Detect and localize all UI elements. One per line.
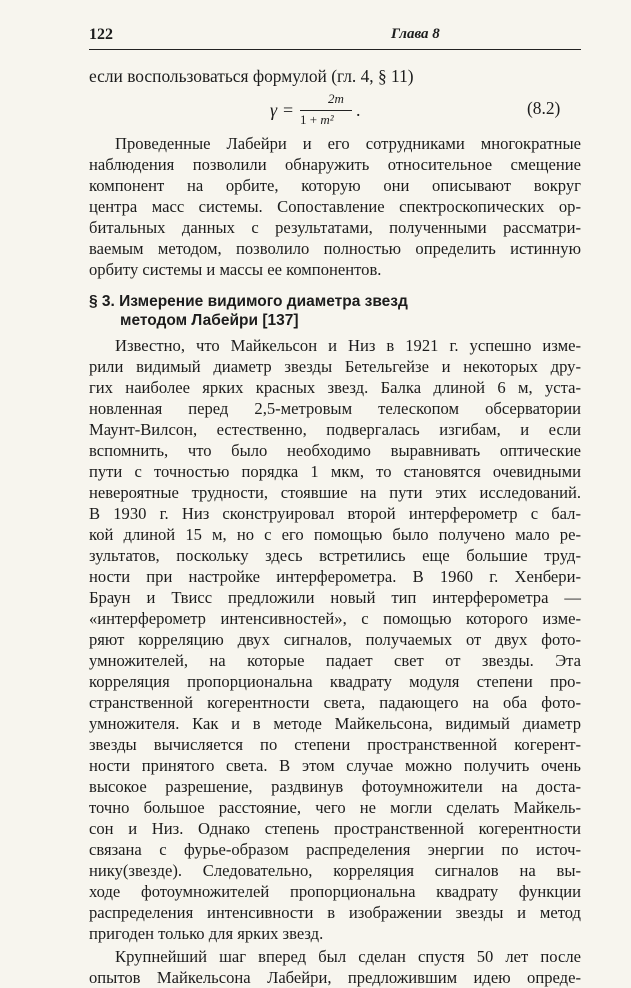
- fraction-bar: [300, 110, 352, 111]
- paragraph-line: опытов Майкельсона Лабейри, предложившим идею опреде-: [89, 968, 581, 987]
- paragraph-line: ходе фотоумножителей пропорциональна квадрату функции: [89, 882, 581, 901]
- running-title: Глава 8: [391, 26, 440, 42]
- paragraph-line: «интерферометр интенсивностей», с помощью которого изме-: [89, 609, 581, 628]
- formula-trailing: .: [356, 100, 361, 120]
- paragraph-line: рили видимый диаметр звезды Бетельгейзе и некоторых дру-: [89, 357, 581, 376]
- paragraph-line: точно большое расстояние, чего не могли сделать Майкель-: [89, 798, 581, 817]
- paragraph-line: кой длиной 15 м, но с его помощью было получено мало ре-: [89, 525, 581, 544]
- formula-8-2: [270, 91, 430, 131]
- equation-number: (8.2): [527, 98, 561, 118]
- formula-numerator: 2m: [328, 91, 344, 106]
- paragraph-line: Браун и Твисс предложили новый тип интерферометра —: [89, 588, 581, 607]
- paragraph-line: ности принятого света. В этом случае можно получить очень: [89, 756, 581, 775]
- intro-line: если воспользоваться формулой (гл. 4, § 11): [89, 66, 414, 86]
- paragraph-line: В 1930 г. Низ сконструировал второй интерферометр с бал-: [89, 504, 581, 523]
- paragraph-line: связана с фурье-образом распределения энергии по источ-: [89, 840, 581, 859]
- paragraph-line: распределения интенсивности в изображении звезды и метод: [89, 903, 581, 922]
- paragraph-line: вспомнить, что было необходимо выравнивать оптические: [89, 441, 581, 460]
- paragraph-line: высокое разрешение, раздвинув фотоумножители на доста-: [89, 777, 581, 796]
- paragraph-line: гих наиболее ярких красных звезд. Балка длиной 6 м, уста-: [89, 378, 581, 397]
- paragraph-line: ности при настройке интерферометра. В 1960 г. Хенбери-: [89, 567, 581, 586]
- paragraph-line: странственной когерентности света, падающего на оба фото-: [89, 693, 581, 712]
- paragraph-line: невероятные трудности, стоявшие на пути этих исследований.: [89, 483, 581, 502]
- paragraph-line: новленная перед 2,5-метровым телескопом обсерватории: [89, 399, 581, 418]
- paragraph-line: орбиту системы и массы ее компонентов.: [89, 260, 382, 279]
- paragraph-line: пути с точностью порядка 1 мкм, то становятся очевидными: [89, 462, 581, 481]
- paragraph-line: Маунт-Вилсон, естественно, подвергалась изгибам, и если: [89, 420, 581, 439]
- formula-denominator: [300, 112, 334, 128]
- paragraph-line: нику(звезде). Следовательно, корреляция сигналов на вы-: [89, 861, 581, 880]
- paragraph-line: центра масс системы. Сопоставление спектроскопических ор-: [89, 197, 581, 216]
- paragraph-line: ряют корреляцию двух сигналов, получаемых от двух фото-: [89, 630, 581, 649]
- paragraph-line: зультатов, поскольку здесь встретились еще большие труд-: [89, 546, 581, 565]
- section-heading: § 3. Измерение видимого диаметра звезд: [89, 293, 408, 310]
- paragraph-line: Известно, что Майкельсон и Низ в 1921 г. успешно изме-: [115, 336, 581, 355]
- page-number: 122: [89, 26, 113, 43]
- paragraph-line: пригоден только для ярких звезд.: [89, 924, 324, 943]
- page-header: [89, 26, 581, 48]
- paragraph-line: ваемым методом, позволило полностью определить истинную: [89, 239, 581, 258]
- paragraph-line: наблюдения позволили обнаружить относительное смещение: [89, 155, 581, 174]
- paragraph-line: сон и Низ. Однако степень пространственной когерентности: [89, 819, 581, 838]
- formula-equals: =: [283, 100, 294, 120]
- paragraph-line: звезды вычисляется по степени пространственной когерент-: [89, 735, 581, 754]
- header-rule: [89, 49, 581, 50]
- paragraph-line: умножителей, на которые падает свет от звезды. Эта: [89, 651, 581, 670]
- paragraph-line: умножителя. Как и в методе Майкельсона, видимый диаметр: [89, 714, 581, 733]
- formula-lhs: γ: [270, 100, 278, 120]
- denominator-prefix: 1 +: [300, 112, 321, 127]
- paragraph-line: Проведенные Лабейри и его сотрудниками многократные: [115, 134, 581, 153]
- paragraph-line: битальных данных с результатами, полученными рассматри-: [89, 218, 581, 237]
- paragraph-line: Крупнейший шаг вперед был сделан спустя 50 лет после: [115, 947, 581, 966]
- denominator-var: m²: [320, 112, 334, 127]
- section-heading-cont: методом Лабейри [137]: [120, 312, 299, 329]
- paragraph-line: компонент на орбите, которую они описывают вокруг: [89, 176, 581, 195]
- paragraph-line: корреляция пропорциональна квадрату модуля степени про-: [89, 672, 581, 691]
